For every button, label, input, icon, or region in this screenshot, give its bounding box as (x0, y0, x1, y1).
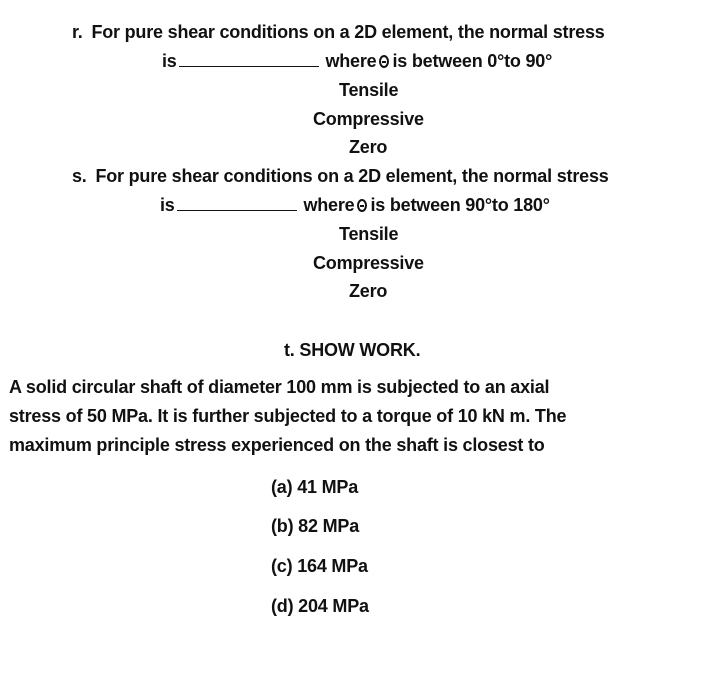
question-t-option-a: (a) 41 MPa (271, 477, 359, 497)
question-r-is: is (162, 51, 177, 71)
answer-blank-r (179, 50, 319, 67)
question-t-option-b: (b) 82 MPa (271, 516, 360, 536)
question-r-option-3: Zero (349, 137, 388, 157)
question-r-line2 (162, 50, 552, 72)
question-s-is: is (160, 195, 175, 215)
question-s-option-1: Tensile (339, 224, 399, 244)
question-s-where: where (303, 195, 355, 215)
question-r-label: r. (72, 22, 83, 42)
question-t-body-line2: stress of 50 MPa. It is further subjected to a torque of 10 kN m. The (9, 406, 567, 426)
question-r-range: is between 0°to 90° (392, 51, 553, 71)
question-s-line2 (160, 194, 550, 216)
question-s-range: is between 90°to 180° (370, 195, 550, 215)
answer-blank-s (177, 194, 297, 211)
question-t-body-line1: A solid circular shaft of diameter 100 mm is subjected to an axial (9, 377, 550, 397)
theta-symbol-icon (379, 55, 389, 68)
question-r-where: where (325, 51, 377, 71)
question-s-text: For pure shear conditions on a 2D element, the normal stress (95, 166, 609, 186)
question-t-option-d: (d) 204 MPa (271, 596, 369, 616)
question-t-body-line3: maximum principle stress experienced on the shaft is closest to (9, 435, 545, 455)
question-s-line1 (72, 165, 609, 187)
question-r-option-1: Tensile (339, 80, 399, 100)
question-s-option-3: Zero (349, 281, 388, 301)
question-r-line1 (72, 21, 605, 43)
question-t-heading: t. SHOW WORK. (284, 340, 421, 360)
question-t-option-c: (c) 164 MPa (271, 556, 368, 576)
question-r-option-2: Compressive (313, 109, 424, 129)
question-s-label: s. (72, 166, 87, 186)
question-s-option-2: Compressive (313, 253, 424, 273)
theta-symbol-icon (357, 199, 367, 212)
question-r-text: For pure shear conditions on a 2D element, the normal stress (91, 22, 605, 42)
